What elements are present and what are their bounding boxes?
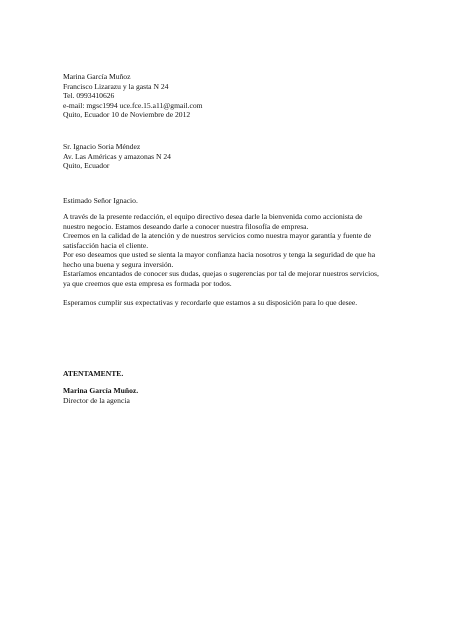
signature-name: Marina García Muñoz. [63,386,139,395]
paragraph-gap [63,288,393,298]
closing [63,369,393,379]
body-closing-paragraph: Esperamos cumplir sus expectativas y recordarle que estamos a su disposición para lo que desee. [63,297,358,307]
letter-body [63,212,393,307]
recipient-city: Quito, Ecuador [63,161,110,170]
body-line: hecho una buena y segura inversión. [63,259,174,269]
sender-email: e-mail: mgsc1994 uce.fce.15.a11@gmail.com [63,100,203,110]
salutation-text: Estimado Señor Ignacio. [63,196,138,205]
recipient-name: Sr. Ignacio Soria Méndez [63,142,141,151]
body-line: ya que creemos que esta empresa es formada por todos. [63,278,232,288]
recipient-address [63,142,393,171]
body-line: satisfacción hacia el cliente. [63,240,149,250]
sender-street: Francisco Lizarazu y la gasta N 24 [63,81,169,91]
signature-block [63,386,393,405]
recipient-street: Av. Las Américas y amazonas N 24 [63,151,171,161]
sender-name: Marina García Muñoz [63,72,131,81]
body-line: Estaríamos encantados de conocer sus dudas, quejas o sugerencias por tal de mejorar nuestros servicios, [63,269,379,278]
signature-title: Director de la agencia [63,395,130,405]
closing-text: ATENTAMENTE. [63,369,124,378]
body-line: A través de la presente redacción, el equipo directivo desea darle la bienvenida como accionista de [63,212,363,221]
letter-date: Quito, Ecuador 10 de Noviembre de 2012 [63,110,191,119]
sender-address [63,72,393,120]
body-line: Creemos en la calidad de la atención y de nuestros servicios como nuestra mayor garantía y fuente de [63,231,372,240]
salutation [63,196,393,206]
body-line: Por eso deseamos que usted se sienta la mayor confianza hacia nosotros y tenga la seguridad de que ha [63,250,376,259]
sender-phone: Tel. 0993410626 [63,91,115,100]
body-line: nuestro negocio. Estamos deseando darle a conocer nuestra filosofía de empresa. [63,221,309,231]
